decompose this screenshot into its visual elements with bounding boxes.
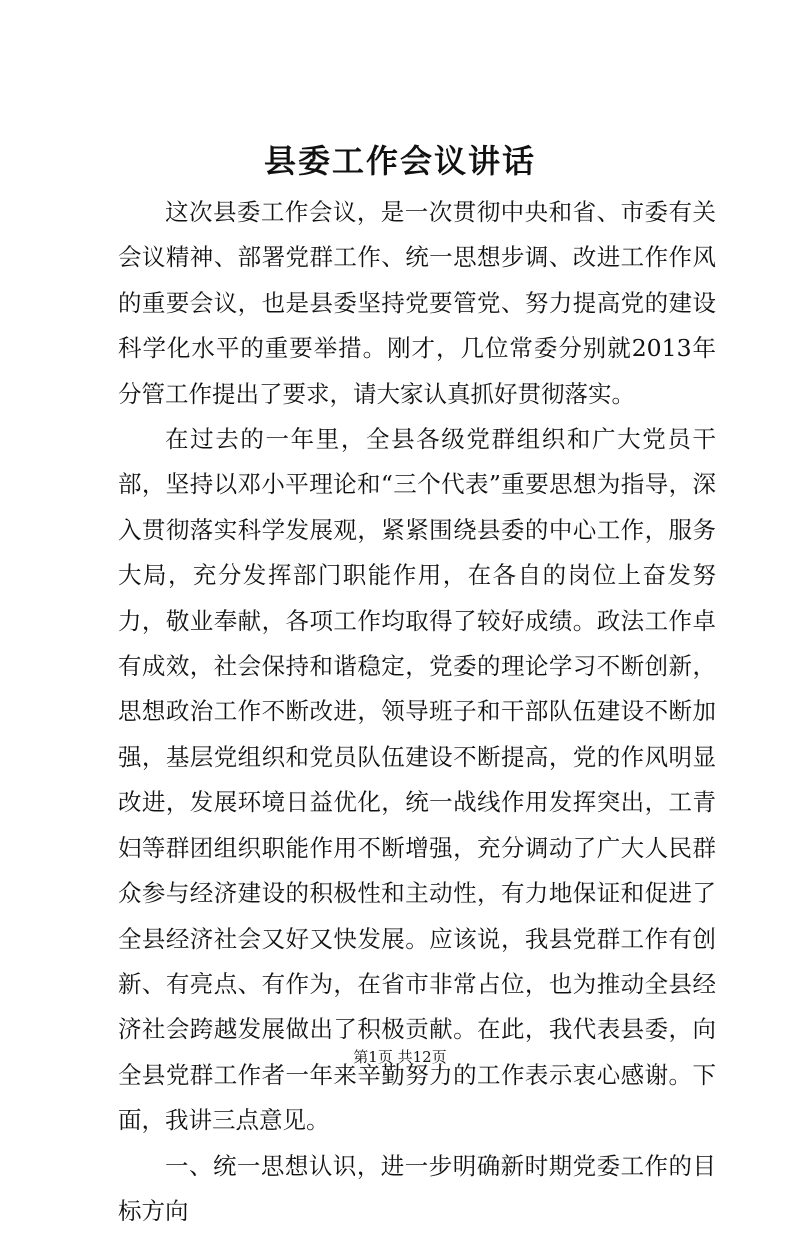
page-number-footer: 第1页 共12页 [353, 1048, 447, 1066]
paragraph-1: 这次县委工作会议，是一次贯彻中央和省、市委有关会议精神、部署党群工作、统一思想步调、改进工作作风的重要会议，也是县委坚持党要管党、努力提高党的建设科学化水平的重要举措。刚才，几位常委分别就2013年分管工作提出了要求，请大家认真抓好贯彻落实。 [118, 198, 716, 408]
document-title: 县委工作会议讲话 [263, 142, 536, 180]
section-heading-1: 一、统一思想认识，进一步明确新时期党委工作的目标方向 [118, 1151, 716, 1225]
paragraph-2: 在过去的一年里，全县各级党群组织和广大党员干部，坚持以邓小平理论和“三个代表”重要思想为指导，深入贯彻落实科学发展观，紧紧围绕县委的中心工作，服务大局，充分发挥部门职能作用，在各自的岗位上奋发努力，敬业奉献，各项工作均取得了较好成绩。政法工作卓有成效，社会保持和谐稳定，党委的理论学习不断创新，思想政治工作不断改进，领导班子和干部队伍建设不断加强，基层党组织和党员队伍建设不断提高，党的作风明显改进，发展环境日益优化，统一战线作用发挥突出，工青妇等群团组织职能作用不断增强，充分调动了广大人民群众参与经济建设的积极性和主动性，有力地保证和促进了全县经济社会又好又快发展。应该说，我县党群工作有创新、有亮点、有作为，在省市非常占位，也为推动全县经济社会跨越发展做出了积极贡献。在此，我代表县委，向全县党群工作者一年来辛勤努力的工作表示衷心感谢。下面，我讲三点意见。 [118, 425, 716, 1135]
document-body [118, 190, 716, 1234]
